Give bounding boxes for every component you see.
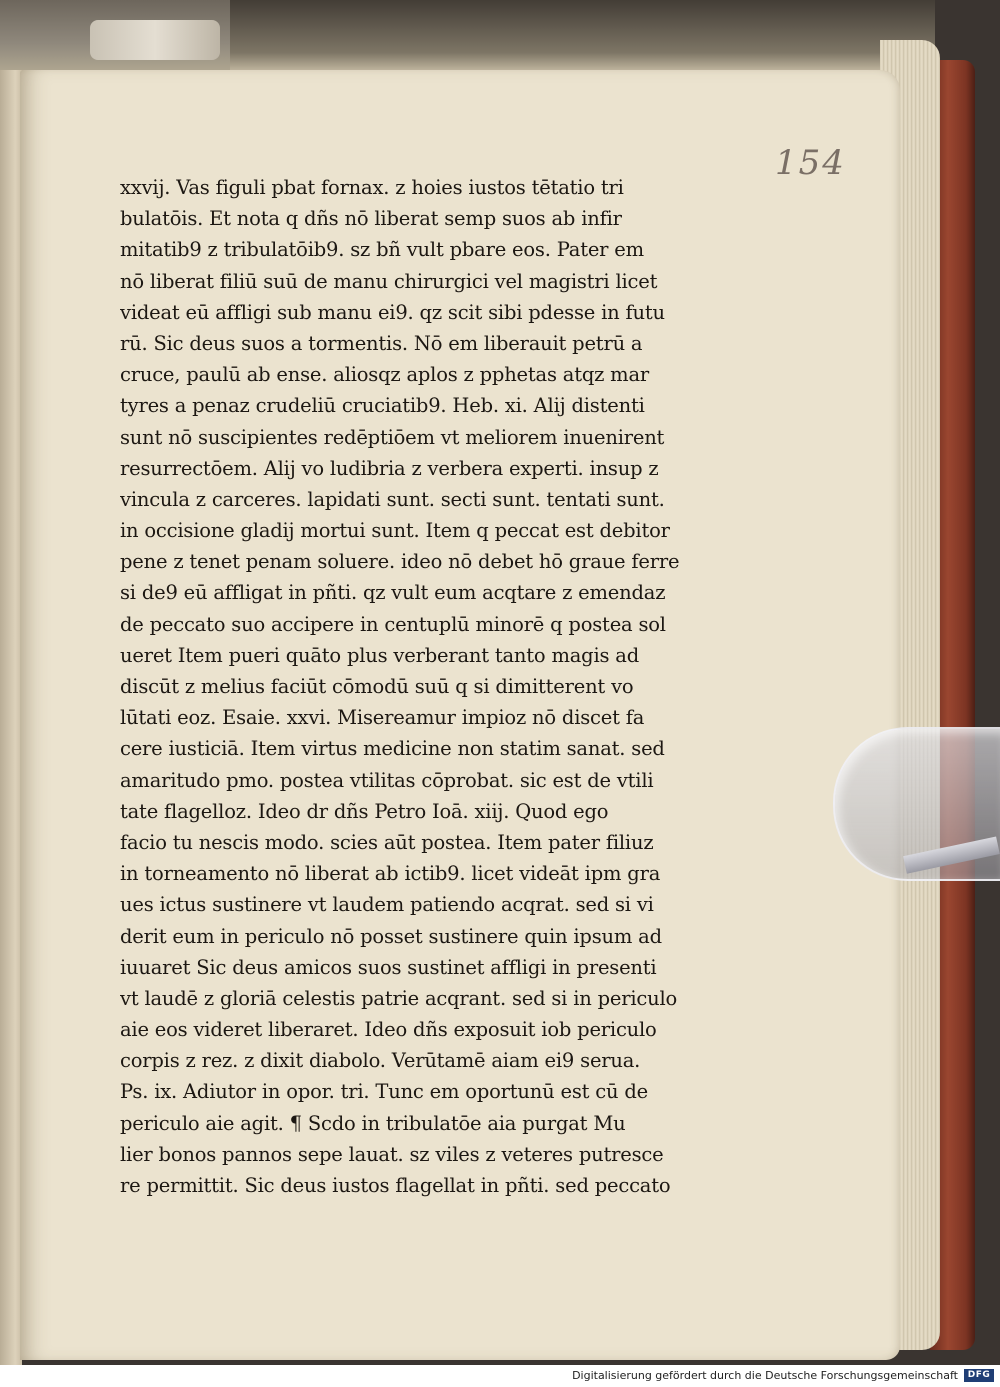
text-line: derit eum in periculo nō posset sustinere quin ipsum ad (120, 924, 662, 948)
binding-tape (90, 20, 220, 60)
text-line: resurrectōem. Alij vo ludibria z verbera experti. insup z (120, 456, 659, 480)
text-line: vt laudē z gloriā celestis patrie acqrant. sed si in periculo (120, 986, 678, 1010)
text-line: videat eū affligi sub manu ei9. qz scit sibi pdesse in futu (120, 300, 665, 324)
text-line: amaritudo pmo. postea vtilitas cōprobat. sic est de vtili (120, 768, 654, 792)
book-top-edge (215, 0, 935, 75)
text-line: mitatib9 z tribulatōib9. sz bñ vult pbare eos. Pater em (120, 238, 644, 262)
text-line: vincula z carceres. lapidati sunt. secti sunt. tentati sunt. (120, 487, 665, 511)
text-line: re permittit. Sic deus iustos flagellat in pñti. sed peccato (120, 1174, 671, 1197)
text-line: facio tu nescis modo. scies aūt postea. Item pater filiuz (120, 830, 654, 854)
text-line: in occisione gladij mortui sunt. Item q peccat est debitor (120, 519, 670, 543)
footer-bar (0, 1365, 1000, 1387)
text-line: pene z tenet penam soluere. ideo nō debet hō graue ferre (120, 550, 680, 574)
text-line: ueret Item pueri quāto plus verberant tanto magis ad (120, 643, 640, 667)
footer-credit: Digitalisierung gefördert durch die Deutsche Forschungsgemeinschaft (572, 1369, 958, 1382)
text-line: in torneamento nō liberat ab ictib9. licet videāt ipm gra (120, 862, 661, 886)
text-line: iuuaret Sic deus amicos suos sustinet affligi in presenti (120, 955, 657, 979)
text-line: de peccato suo accipere in centuplū minorē q postea sol (120, 612, 666, 636)
text-line: bulatōis. Et nota q dñs nō liberat semp suos ab infir (120, 207, 622, 231)
text-line: lūtati eoz. Esaie. xxvi. Misereamur impioz nō discet fa (120, 706, 645, 730)
text-line: tate flagelloz. Ideo dr dñs Petro Ioā. xiij. Quod ego (120, 799, 609, 823)
left-page-edge (0, 70, 22, 1365)
folio-number: 154 (775, 143, 846, 183)
text-line: rū. Sic deus suos a tormentis. Nō em liberauit petrū a (120, 331, 643, 355)
text-line: aie eos videret liberaret. Ideo dñs exposuit iob periculo (120, 1018, 657, 1042)
dfg-logo: DFG (964, 1369, 994, 1382)
text-line: cruce, paulū ab ense. aliosqz aplos z pphetas atqz mar (120, 363, 650, 387)
text-line: sunt nō suscipientes redēptiōem vt meliorem inuenirent (120, 425, 665, 449)
text-line: ues ictus sustinere vt laudem patiendo acqrat. sed si vi (120, 893, 654, 917)
text-line: cere iusticiā. Item virtus medicine non statim sanat. sed (120, 737, 665, 761)
text-line: lier bonos pannos sepe lauat. sz viles z veteres putresce (120, 1142, 664, 1166)
text-line: tyres a penaz crudeliū cruciatib9. Heb. xi. Alij distenti (120, 394, 645, 418)
text-line: xxvij. Vas figuli pbat fornax. z hoies iustos tētatio tri (120, 176, 624, 199)
text-line: si de9 eū affligat in pñti. qz vult eum acqtare z emendaz (120, 581, 666, 605)
text-line: Ps. ix. Adiutor in opor. tri. Tunc em oportunū est cū de (120, 1080, 648, 1104)
book-binding (0, 0, 230, 72)
text-line: periculo aie agit. ¶ Scdo in tribulatōe aia purgat Mu (120, 1111, 626, 1135)
text-line: nō liberat filiū suū de manu chirurgici vel magistri licet (120, 269, 658, 293)
text-column (120, 172, 740, 1201)
text-line: discūt z melius faciūt cōmodū suū q si dimitterent vo (120, 675, 634, 698)
text-line: corpis z rez. z dixit diabolo. Verūtamē aiam ei9 serua. (120, 1049, 641, 1073)
